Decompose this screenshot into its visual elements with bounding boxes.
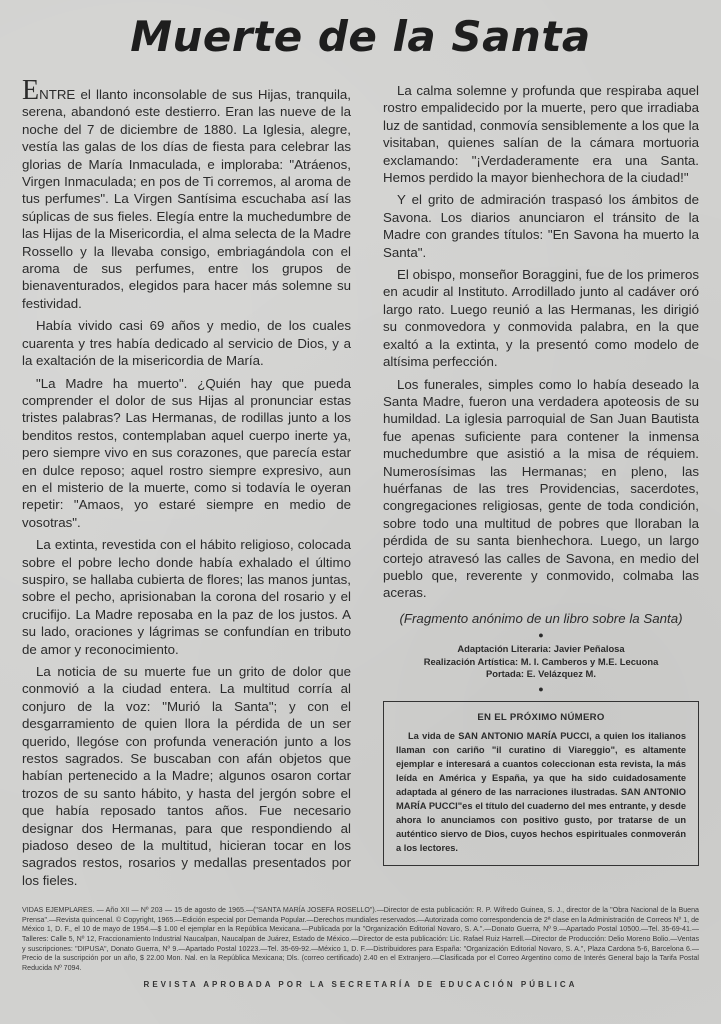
credit-line: Portada: E. Velázquez M.	[486, 668, 596, 680]
paragraph-text: NTRE el llanto inconsolable de sus Hijas, tranquila, serena, abandonó este destierro. Eran las nueve de la noche del 7 de diciembre de 1880. La Iglesia, alegre, vestía las galas de los días de fiesta para celebrar las glorias de María Inmaculada, e imploraba: "Atráenos, Virgen Inmaculada; en pos de Ti corremos, al aroma de tus perfumes". La Virgen Santísima escuchaba así las súplicas de sus fieles. Elegía entre la muchedumbre de las Hijas de la Misericordia, el alma selecta de la Madre Rossello y la llevaba consigo, embriagándola con el aroma de sus perfumes, entre los grupos de bienaventurados, elegidos para hacer más solemne su festividad.	[22, 87, 351, 311]
bullet-separator: ●	[538, 683, 544, 694]
paragraph: Y el grito de admiración traspasó los ámbitos de Savona. Los diarios anunciaron el tránsito de la Madre con grandes títulos: "En Savona ha muerto la Santa".	[383, 192, 699, 260]
next-issue-box	[383, 701, 699, 866]
paragraph: Los funerales, simples como lo había deseado la Santa Madre, fueron una verdadera apoteosis de su humildad. La iglesia parroquial de San Juan Bautista fue apenas suficiente para contener la inmensa muchedumbre que asistió a la misa de réquiem. Numerosísimas las Hermanas; en pleno, las huérfanas de las tres Providencias, sacerdotes, congregaciones religiosas, gente de toda condición, sobre todo una multitud de pobres que lloraban la pérdida de su santa bienhechora. Luego, un largo cortejo atravesó las calles de Savona, en medio del pueblo que, reverente y conmovido, colmaba las aceras.	[383, 376, 699, 601]
bullet-separator: ●	[538, 630, 544, 641]
paragraph	[22, 75, 351, 312]
source-attribution: (Fragmento anónimo de un libro sobre la Santa)	[399, 610, 683, 626]
approval-notice: REVISTA APROBADA POR LA SECRETARÍA DE EDUCACIÓN PÚBLICA	[143, 980, 578, 990]
paragraph: La noticia de su muerte fue un grito de dolor que conmovió a la ciudad entera. La multitud corría al conjuro de la voz: "Murió la Santa"; y con el desgarramiento de quien llora la pérdida de un ser querido, llegóse con profunda veneración junto a los restos sagrados. Se buscaban con afán objetos que habían pertenecido a la Madre; algunos osaron cortar trozos de su santo hábito, y hasta del jergón sobre el que había reposado tantos años. Fue necesario designar dos Hermanas, para que respondiendo al piadoso deseo de la multitud, hicieran tocar en los sagrados restos, rosarios y medallas presentados por los fieles.	[22, 664, 351, 888]
left-column	[22, 75, 351, 894]
paragraph: La calma solemne y profunda que respiraba aquel rostro empalidecido por la muerte, pero que irradiaba luz de santidad, conmovía sensiblemente a los que la visitaban, quienes salían de la cámara mortuoria exclamando: "¡Verdaderamente era una Santa. Hemos perdido la mayor bienhechora de la ciudad!"	[383, 83, 699, 186]
paragraph: "La Madre ha muerto". ¿Quién hay que pueda comprender el dolor de sus Hijas al pronunciar estas tristes palabras? Las Hermanas, de rodillas junto a los benditos restos, contemplaban aquel cuerpo inerte ya, pero siempre vivo en sus corazones, que parecía estar en dulce reposo; aquel rostro siempre expresivo, aun en el misterio de la muerte, como si todavía le oyeran repetir: "Amaos, yo estaré siempre en medio de vosotras".	[22, 375, 351, 530]
imprint-text: VIDAS EJEMPLARES. — Año XII — Nº 203 — 15 de agosto de 1965.—("SANTA MARÍA JOSEFA ROSELLO").—Director de esta publicación: R. P. Wifredo Guinea, S. J., director de la "Obra Nacional de la Buena Prensa".—Revista quincenal. © Copyright, 1965.—Edición especial por Demanda Popular.—Derechos mundiales reservados.—Autorizada como correspondencia de 2ª clase en la Administración de Correos Nº 1, de México 1, D. F., el 10 de mayo de 1954.—$ 1.00 el ejemplar en la República Mexicana.—Publicada por la "Organización Editorial Novaro, S. A.".—Donato Guerra, Nº 9.—Apartado Postal 10500.—Tel. 35-69-41.—Talleres: Calle 5, Nº 12, Fraccionamiento Industrial Naucalpan, Naucalpan de Juárez, Estado de México.—Director de esta publicación: Lic. Rafael Ruiz Harrell.—Director de Producción: Delio Moreno Bolio.—Ventas y suscripciones: "DIPUSA", Donato Guerra, Nº 9.—Apartado Postal 10223.—Tel. 35-69-92.—México 1, D. F.—Distribuidores para España: "Organización Editorial Novaro, S. A.", Plaza Cardona 5-6, Barcelona 6.—Precio de la suscripción por un año, $ 22.00 Mon. Nal. en la República Mexicana; Dls. (correo certificado) 2.40 en el Extranjero.—Clasificada por el Correo Argentino como de Interés General bajo la Tarifa Postal Reducida Nº 7094.	[22, 906, 699, 972]
paragraph: Había vivido casi 69 años y medio, de los cuales cuarenta y tres había dedicado al servicio de Dios, y a la exaltación de la misericordia de María.	[22, 318, 351, 369]
drop-cap: E	[22, 75, 40, 106]
article-columns	[22, 75, 699, 894]
credits	[383, 643, 699, 681]
paragraph: El obispo, monseñor Boraggini, fue de los primeros en acudir al Instituto. Arrodillado junto al cadáver oró largo rato. Luego reunió a las Hermanas, les dirigió su conmovedora y conmovida palabra, en la que exaltó a la extinta, y la presentó como modelo de altísima perfección.	[383, 267, 699, 370]
next-issue-text: La vida de SAN ANTONIO MARÍA PUCCI, a quien los italianos llaman con cariño "il curatino di Viareggio", es altamente ejemplar e interesará a cuantos coleccionan esta revista, la más leída en América y España, ya que ha sido cuidadosamente adaptada al género de las narraciones ilustradas. SAN ANTONIO MARÍA PUCCI"es el título del cuaderno del mes entrante, y desde ahora lo anunciamos con positivo gusto, por tratarse de un auténtico siervo de Dios, cuyos hechos espirituales conmoverán a los lectores.	[396, 730, 686, 853]
page-title: Muerte de la Santa	[130, 12, 591, 61]
credit-line: Realización Artística: M. I. Camberos y M.E. Lecuona	[423, 655, 659, 667]
next-issue-heading: EN EL PRÓXIMO NÚMERO	[477, 711, 605, 723]
paragraph: La extinta, revestida con el hábito religioso, colocada sobre el pobre lecho donde había exhalado el último suspiro, se hallaba cubierta de flores; las manos juntas, sobre el pecho, aprisionaban la corona del rosario y el crucifijo. La Madre reposaba en la paz de los justos. A su lado, oraciones y lágrimas se confundían en tributo de amor y reconocimiento.	[22, 537, 351, 657]
credit-line: Adaptación Literaria: Javier Peñalosa	[457, 643, 625, 655]
right-column	[383, 82, 699, 866]
